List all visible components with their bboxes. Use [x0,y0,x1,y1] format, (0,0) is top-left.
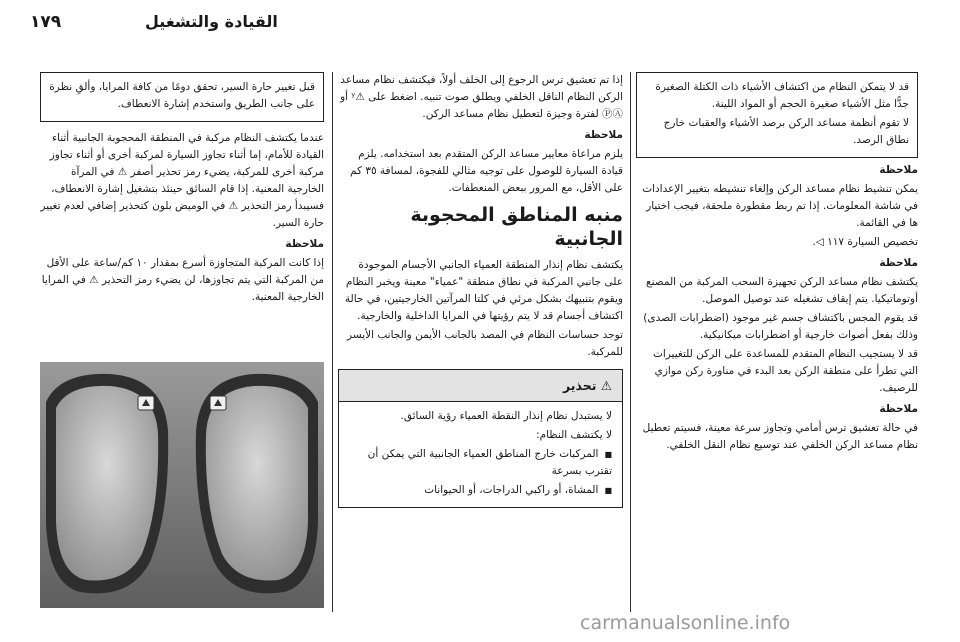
column-right [636,72,918,456]
section-heading: منبه المناطق المحجوبة الجانبية [410,204,623,250]
warning-title: تحذير [563,378,597,393]
info-box-text: قبل تغيير حارة السير، تحقق دومًا من كافة المرايا، وألقِ نظرة على جانب الطريق واستخدم إشارة الانعطاف. [49,81,315,110]
middle-paragraph-1: يكتشف نظام إنذار المنطقة العمياء الجانبي الأجسام الموجودة على جانبي المركبة في نطاق منطقة "عمياء" معينة ويخبر النظام ويقوم بتنبيهك بشكل مرئي في كلتا المرآتين الخارجيتين، في حالة اكتشاف أجسام قد لا يتم رؤيتها في المرايا الداخلية والخارجية. [344,259,623,322]
right-paragraph: تخصيص السيارة ١١٧ ◁. [812,236,918,248]
info-box-text-2: لا تقوم أنظمة مساعد الركن برصد الأشياء والعقبات خارج نطاق الرصد. [663,117,909,146]
side-mirrors-photo [40,362,324,608]
note-label: ملاحظة [584,129,623,141]
column-left [40,72,324,308]
note-label: ملاحظة [879,164,918,176]
right-column-body [636,162,918,454]
right-paragraph: يمكن تنشيط نظام مساعد الركن وإلغاء تنشيطه بتغيير الإعدادات في شاشة المعلومات. إذا تم ربط مقطورة ملحقة، فيجب اختيار ها في القائمة. [642,183,918,229]
warning-sub: لا يكتشف النظام: [536,429,612,441]
info-box [40,72,324,122]
note-label: ملاحظة [879,257,918,269]
warning-icon: ⚠ [600,378,612,393]
warning-bullet-1: ■ المركبات خارج المناطق العمياء الجانبية التي يمكن أن تقترب بسرعة [349,446,612,480]
middle-intro-text: إذا تم تعشيق ترس الرجوع إلى الخلف أولاً، فيكتشف نظام مساعد الركن النظام الناقل الخلفي ويطلق صوت تنبيه. اضغط على ⚠ʸ أو ⓅⒶ لفترة وجيزة لتعطيل نظام مساعد الركن. [340,74,623,120]
warning-body [339,402,622,507]
page-header [30,12,930,38]
column-middle [338,72,623,508]
info-box [636,72,918,158]
watermark: carmanualsonline.info [580,612,791,634]
page-number: ١٧٩ [30,12,62,32]
note-label: ملاحظة [285,238,324,250]
right-paragraph: قد لا يستجيب النظام المتقدم للمساعدة على الركن للتغييرات التي تطرأ على منطقة الركن بعد البدء في مناورة ركن موازي للرصيف. [652,348,918,394]
warning-box [338,369,623,508]
note-label: ملاحظة [879,403,918,415]
warning-header [339,370,622,402]
page-title: القيادة والتشغيل [145,12,278,31]
right-paragraph: قد يقوم المجس باكتشاف جسم غير موجود (اضطرابات الصدى) وذلك بفعل أصوات خارجية أو اضطرابات ميكانيكية. [643,312,918,341]
column-divider [630,72,631,612]
column-divider [332,72,333,612]
right-paragraph: يكتشف نظام مساعد الركن تجهيزة السحب المركبة من المصنع أوتوماتيكيا. يتم إيقاف تشغيله عند توصيل الموصل. [646,276,918,305]
info-box-text-1: قد لا يتمكن النظام من اكتشاف الأشياء ذات الكتلة الصغيرة جدًّا مثل الأشياء صغيرة الحجم أو المواد اللينة. [655,81,909,110]
middle-note-text: يلزم مراعاة معايير مساعد الركن المتقدم بعد استخدامه. يلزم قيادة السيارة للوصول على توجيه مثالي للفجوة، لمسافة ٣٥ كم على الأقل، مع المرور ببعض المنعطفات. [349,148,623,194]
left-note-text: إذا كانت المركبة المتجاوزة أسرع بمقدار ١٠ كم/ساعة على الأقل من المركبة التي يتم تجاوزها، لن يضيء رمز التحذير ⚠ في المرايا الخارجية المعنية. [41,257,324,303]
right-paragraph: في حالة تعشيق ترس أمامي وتجاوز سرعة معينة، فسيتم تعطيل نظام مساعد الركن الخلفي عند توسيع نظام النقل الخلفي. [642,422,918,451]
left-paragraph: عندما يكتشف النظام مركبة في المنطقة المحجوبة الجانبية أثناء القيادة للأمام، إما أثناء تجاوز السيارة لمركبة أخرى أو أثناء تجاوز مركبة أخرى للمركبة، يضيء رمز تحذير أصفر ⚠ في المرآة الخارجية المعنية. إذا قام السائق حينئذ بتشغيل إشارة الانعطاف، فسيبدأ رمز التحذير ⚠ في الوميض بلون كتحذير إضافي لعدم تغيير حارة السير. [40,132,324,229]
warning-bullet-2: ■ المشاة، أو راكبي الدراجات، أو الحيوانات [349,482,612,499]
warning-intro: لا يستبدل نظام إنذار النقطة العمياء رؤية السائق. [400,410,612,422]
middle-paragraph-2: توجد حساسات النظام في المصد بالجانب الأيمن والجانب الأيسر للمركبة. [347,329,623,358]
